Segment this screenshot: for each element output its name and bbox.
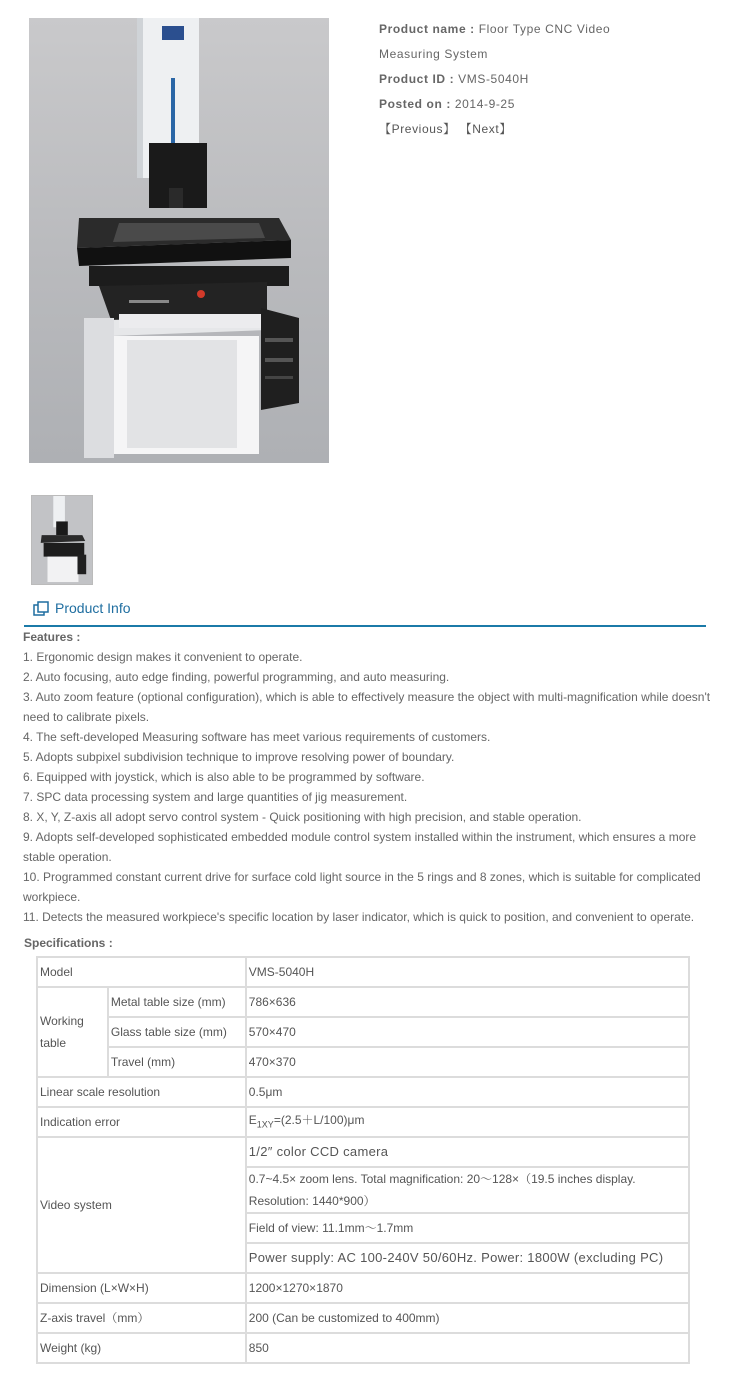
spec-value: Power supply: AC 100-240V 50/60Hz. Power: 1800W (excluding PC)	[246, 1243, 689, 1273]
table-row	[37, 1047, 689, 1077]
product-id-value: VMS-5040H	[458, 72, 529, 86]
feature-item: 1. Ergonomic design makes it convenient to operate.	[23, 650, 303, 664]
specifications-title: Specifications :	[24, 936, 113, 950]
feature-item: 8. X, Y, Z-axis all adopt servo control system - Quick positioning with high precision, and stable operation.	[23, 810, 582, 824]
indication-prefix: E	[248, 1112, 257, 1127]
spec-value: 1200×1270×1870	[246, 1273, 689, 1303]
table-row	[37, 1107, 689, 1137]
next-link[interactable]: 【Next】	[459, 122, 512, 136]
product-name-label: Product name :	[379, 22, 475, 36]
feature-item: 10. Programmed constant current drive for surface cold light source in the 5 rings and 8 zones, which is suitable for complicated workpiece.	[23, 870, 701, 904]
spec-label: Dimension (L×W×H)	[37, 1273, 246, 1303]
posted-value: 2014-9-25	[454, 97, 515, 111]
product-id-label: Product ID :	[379, 72, 455, 86]
features-section	[23, 627, 713, 927]
spec-sublabel: Metal table size (mm)	[108, 987, 246, 1017]
table-row	[37, 1017, 689, 1047]
table-row	[37, 1273, 689, 1303]
spec-label: Video system	[37, 1137, 246, 1273]
table-row	[37, 957, 689, 987]
product-main-image	[29, 18, 329, 463]
feature-item: 2. Auto focusing, auto edge finding, powerful programming, and auto measuring.	[23, 670, 450, 684]
table-row	[37, 1137, 689, 1167]
spec-value: 570×470	[246, 1017, 689, 1047]
spec-label: Working table	[37, 987, 108, 1077]
table-row	[37, 1303, 689, 1333]
table-row	[37, 1333, 689, 1363]
spec-value	[246, 1107, 689, 1137]
product-info-heading	[24, 598, 706, 627]
spec-label: Indication error	[37, 1107, 246, 1137]
spec-value: 200 (Can be customized to 400mm)	[246, 1303, 689, 1333]
feature-item: 4. The seft-developed Measuring software has meet various requirements of customers.	[23, 730, 491, 744]
spec-value: 0.5μm	[246, 1077, 689, 1107]
feature-item: 6. Equipped with joystick, which is also able to be programmed by software.	[23, 770, 425, 784]
product-name-line	[379, 17, 679, 42]
feature-item: 3. Auto zoom feature (optional configuration), which is able to effectively measure the object with multi-magnification while doesn't need to calibrate pixels.	[23, 690, 711, 724]
feature-item: 9. Adopts self-developed sophisticated embedded module control system installed within the instrument, which ensures a more stable operation.	[23, 830, 697, 864]
spec-value: 1/2″ color CCD camera	[246, 1137, 689, 1167]
product-info-title: Product Info	[55, 600, 131, 616]
features-title: Features :	[23, 630, 81, 644]
prev-next-nav	[379, 117, 679, 142]
window-stack-icon	[33, 601, 49, 616]
feature-item: 5. Adopts subpixel subdivision technique to improve resolving power of boundary.	[23, 750, 455, 764]
product-name-line2: Measuring System	[379, 47, 488, 61]
product-thumbnail[interactable]	[31, 495, 93, 585]
spec-label: Z-axis travel（mm）	[37, 1303, 246, 1333]
indication-formula: =(2.5＋L/100)μm	[273, 1112, 365, 1127]
spec-value: VMS-5040H	[246, 957, 689, 987]
spec-label: Model	[37, 957, 246, 987]
table-row	[37, 1077, 689, 1107]
spec-value: Field of view: 11.1mm～1.7mm	[246, 1213, 689, 1243]
spec-sublabel: Travel (mm)	[108, 1047, 246, 1077]
product-id-line	[379, 67, 679, 92]
feature-item: 7. SPC data processing system and large quantities of jig measurement.	[23, 790, 408, 804]
previous-link[interactable]: 【Previous】	[379, 122, 456, 136]
spec-label: Weight (kg)	[37, 1333, 246, 1363]
spec-label: Linear scale resolution	[37, 1077, 246, 1107]
product-name-value: Floor Type CNC Video	[478, 22, 611, 36]
indication-subscript: 1XY	[256, 1119, 274, 1130]
feature-item: 11. Detects the measured workpiece's specific location by laser indicator, which is quick to position, and convenient to operate.	[23, 910, 695, 924]
spec-value: 0.7~4.5× zoom lens. Total magnification: 20～128×（19.5 inches display. Resolution: 1440*900）	[246, 1167, 689, 1213]
table-row	[37, 987, 689, 1017]
spec-value: 786×636	[246, 987, 689, 1017]
specifications-table	[36, 956, 690, 1364]
spec-value: 850	[246, 1333, 689, 1363]
product-meta	[379, 17, 679, 142]
spec-value: 470×370	[246, 1047, 689, 1077]
posted-label: Posted on :	[379, 97, 451, 111]
posted-line	[379, 92, 679, 117]
spec-sublabel: Glass table size (mm)	[108, 1017, 246, 1047]
